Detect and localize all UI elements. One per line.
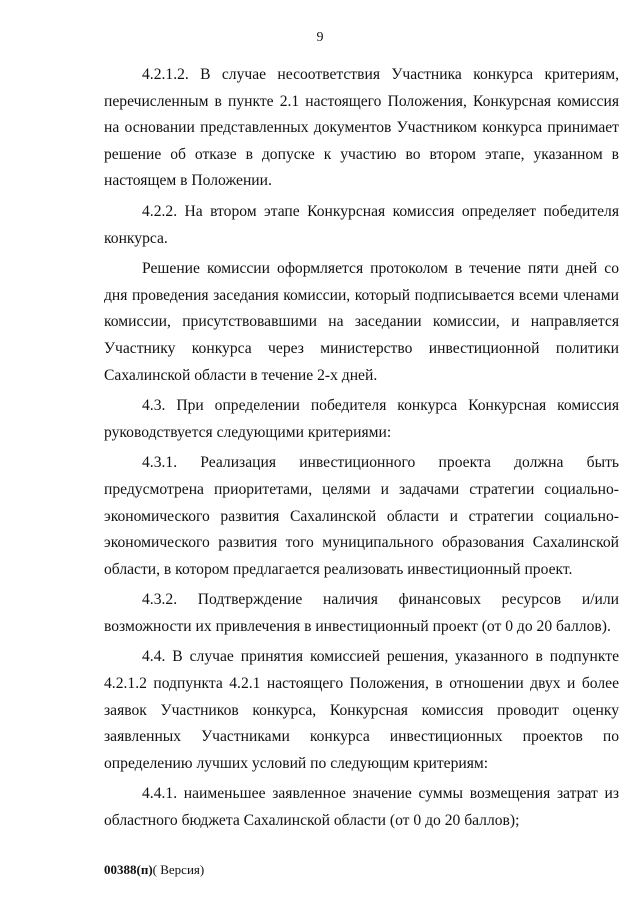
paragraph-4-4: 4.4. В случае принятия комиссией решения, указанного в подпункте 4.2.1.2 подпункта 4.2.1 настоящего Положения, в отношении двух и более заявок Участников конкурса, Конкурсная комиссия проводит оценку заявленных Участниками конкурса инвестиционных проектов по определению лучших условий по следующим критериям: xyxy=(104,648,619,772)
paragraph-4-3-2: 4.3.2. Подтверждение наличия финансовых ресурсов и/или возможности их привлечения в инвестиционный проект (от 0 до 20 баллов). xyxy=(104,591,619,635)
document-version: ( Версия) xyxy=(152,862,205,877)
paragraph-4-3-1: 4.3.1. Реализация инвестиционного проекта должна быть предусмотрена приоритетами, целями и задачами стратегии социально-экономического развития Сахалинской области и стратегии социально-экономического развития того муниципального образования Сахалинской области, в котором предлагается реализовать инвестиционный проект. xyxy=(104,454,619,578)
document-body xyxy=(104,62,619,835)
document-code: 00388(п) xyxy=(104,862,153,877)
paragraph-4-2-2: 4.2.2. На втором этапе Конкурсная комиссия определяет победителя конкурса. xyxy=(104,202,619,247)
paragraph-commission-decision: Решение комиссии оформляется протоколом в течение пяти дней со дня проведения заседания комиссии, который подписывается всеми членами комиссии, присутствовавшими на заседании комиссии, и направляется Участнику конкурса через министерство инвестиционной политики Сахалинской области в течение 2-х дней. xyxy=(104,260,619,384)
paragraph-4-2-1-2: 4.2.1.2. В случае несоответствия Участника конкурса критериям, перечисленным в пункте 2.1 настоящего Положения, Конкурсная комиссия на основании представленных документов Участником конкурса принимает решение об отказе в допуске к участию во втором этапе, указанном в настоящем в Положении. xyxy=(104,66,619,190)
paragraph-4-4-1: 4.4.1. наименьшее заявленное значение суммы возмещения затрат из областного бюджета Сахалинской области (от 0 до 20 баллов); xyxy=(104,785,619,830)
page-number: 9 xyxy=(316,30,324,45)
paragraph-4-3: 4.3. При определении победителя конкурса Конкурсная комиссия руководствуется следующими критериями: xyxy=(104,397,619,441)
document-footer xyxy=(104,862,204,878)
